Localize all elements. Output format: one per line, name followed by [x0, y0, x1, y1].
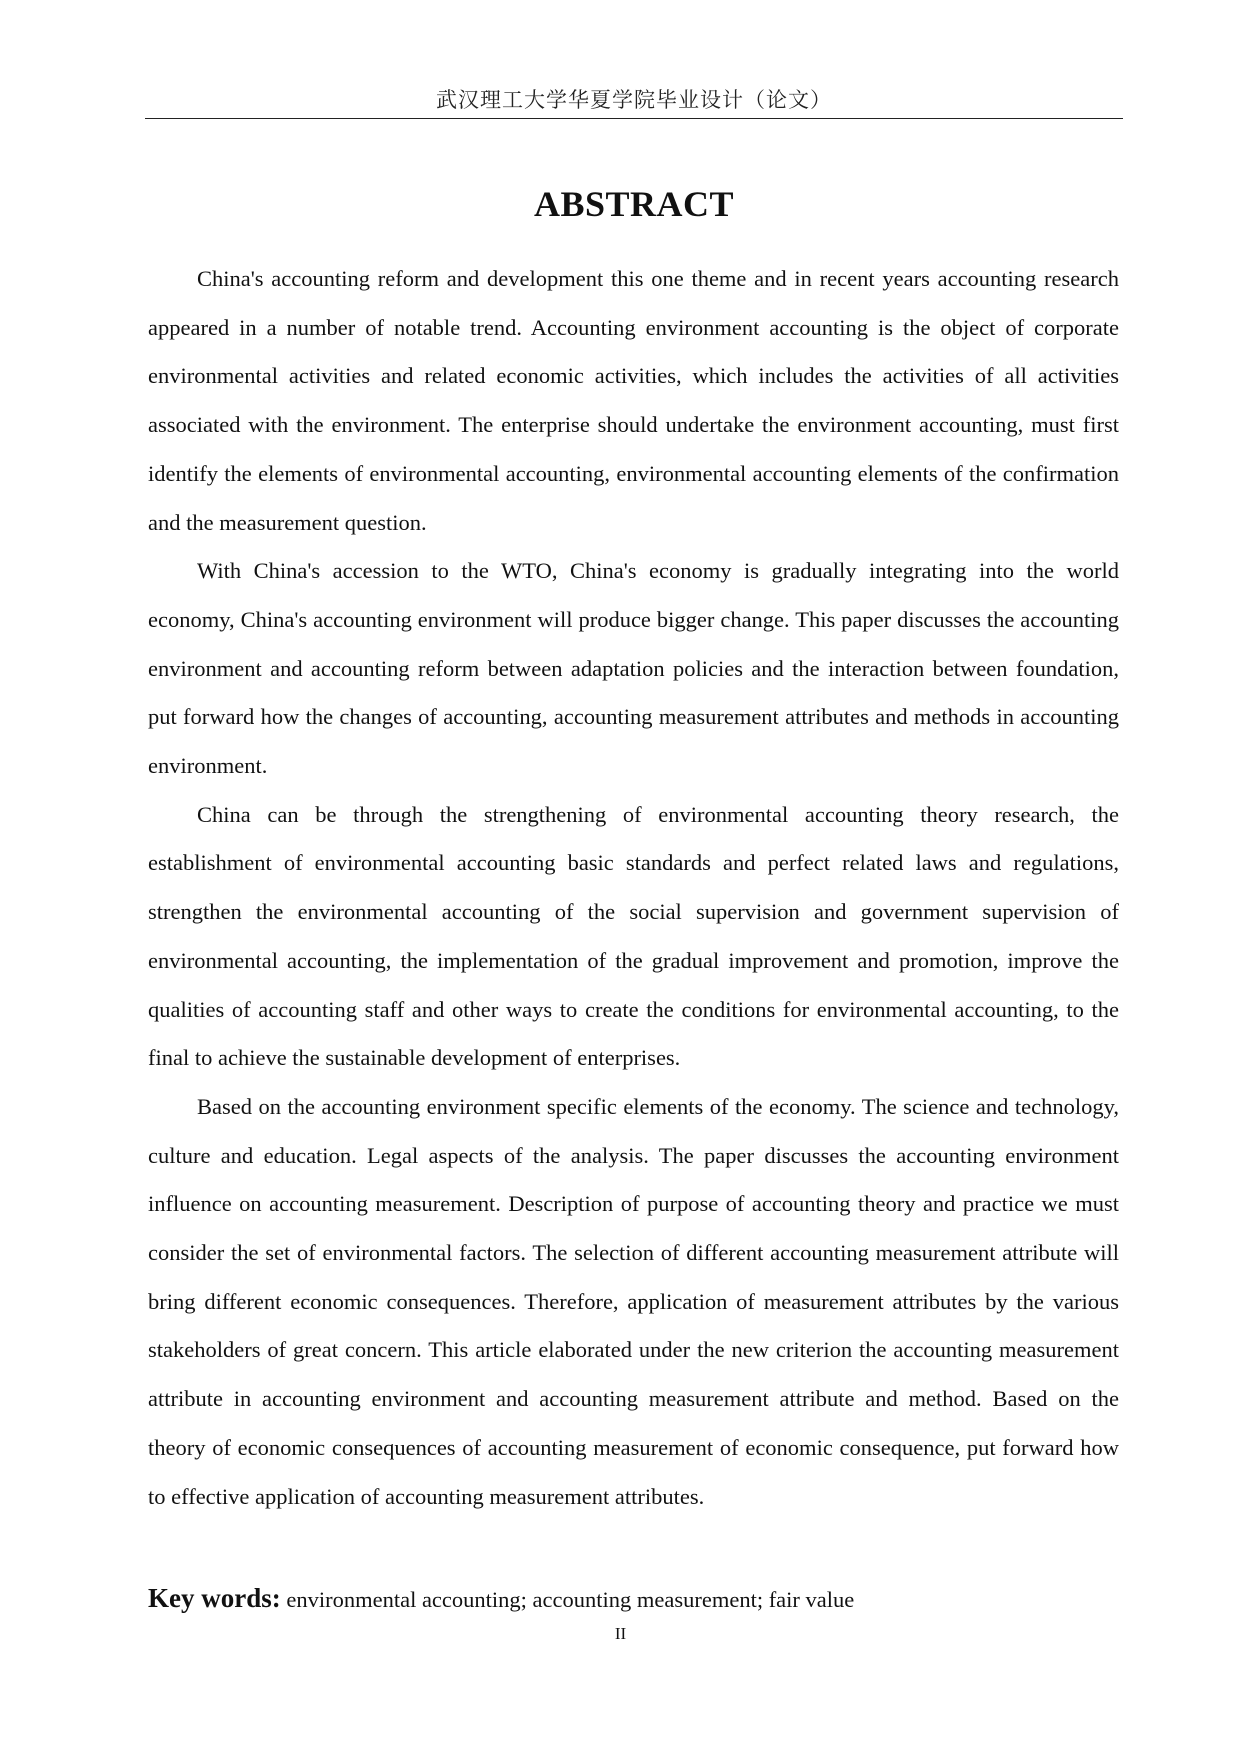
abstract-paragraph-3: China can be through the strengthening of environmental accounting theory research, the establishment of environmental accounting basic standards and perfect related laws and regulations, strengthen the environmental accounting of the social supervision and government supervision of environmental accounting, the implementation of the gradual improvement and promotion, improve the qualities of accounting staff and other ways to create the conditions for environmental accounting, to the final to achieve the sustainable development of enterprises. — [148, 801, 1119, 1071]
abstract-body — [148, 255, 1119, 1521]
running-header: 武汉理工大学华夏学院毕业设计（论文） — [436, 88, 832, 112]
abstract-paragraph-1: China's accounting reform and development this one theme and in recent years accounting research appeared in a number of notable trend. Accounting environment accounting is the object of corporate environmental activities and related economic activities, which includes the activities of all activities associated with the environment. The enterprise should undertake the environment accounting, must first identify the elements of environmental accounting, environmental accounting elements of the confirmation and the measurement question. — [148, 266, 1119, 535]
abstract-paragraph-4: Based on the accounting environment specific elements of the economy. The science and technology, culture and education. Legal aspects of the analysis. The paper discusses the accounting environment influence on accounting measurement. Description of purpose of accounting theory and practice we must consider the set of environmental factors. The selection of different accounting measurement attribute will bring different economic consequences. Therefore, application of measurement attributes by the various stakeholders of great concern. This article elaborated under the new criterion the accounting measurement attribute in accounting environment and accounting measurement attribute and method. Based on the theory of economic consequences of accounting measurement of economic consequence, put forward how to effective application of accounting measurement attributes. — [148, 1093, 1119, 1509]
keywords-line — [148, 1578, 1119, 1620]
keywords-label: Key words: — [148, 1583, 281, 1613]
page-number: II — [614, 1624, 627, 1643]
abstract-paragraph-2: With China's accession to the WTO, China's economy is gradually integrating into the world economy, China's accounting environment will produce bigger change. This paper discusses the accounting environment and accounting reform between adaptation policies and the interaction between foundation, put forward how the changes of accounting, accounting measurement attributes and methods in accounting environment. — [148, 558, 1119, 779]
abstract-title: ABSTRACT — [533, 184, 735, 225]
header-rule — [145, 118, 1123, 119]
keywords-text: environmental accounting; accounting measurement; fair value — [280, 1587, 855, 1612]
